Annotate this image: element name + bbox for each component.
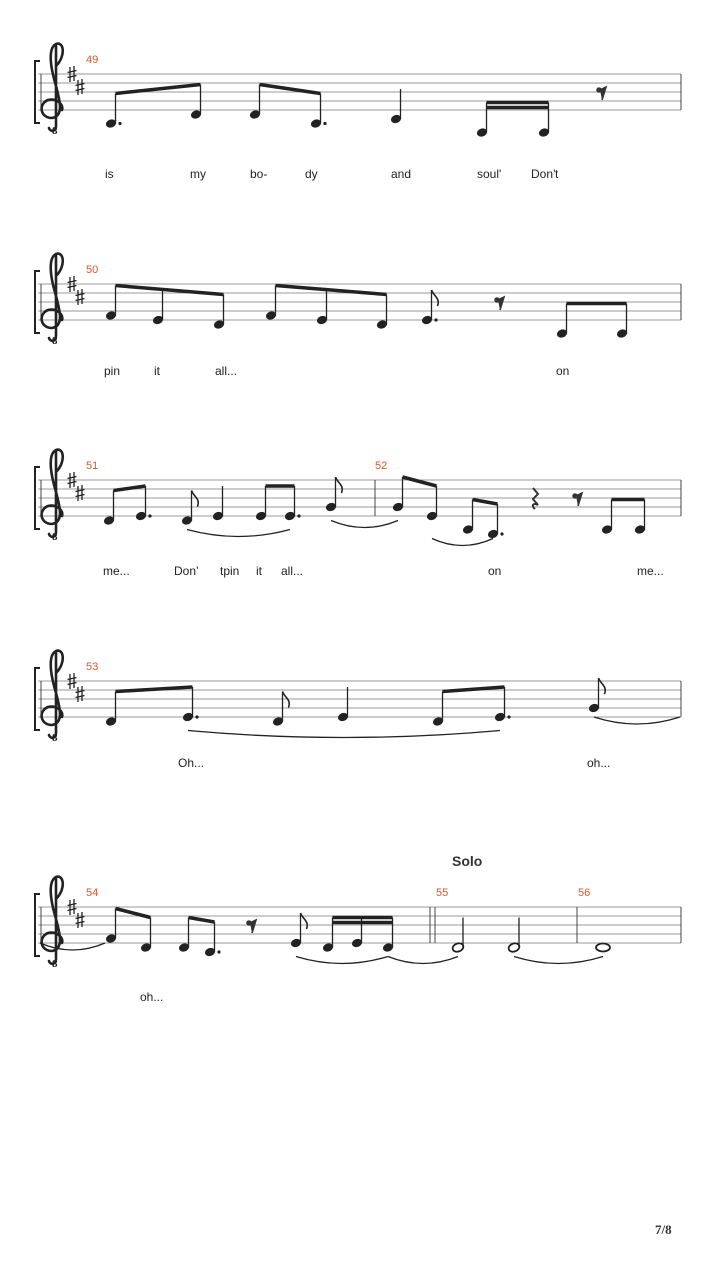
tie-slur [188, 731, 500, 738]
sharp-icon [76, 686, 85, 702]
eighth-rest-icon [495, 297, 504, 310]
sharp-icon [76, 79, 85, 95]
treble-clef-icon [42, 254, 63, 341]
measure-number: 54 [86, 887, 99, 899]
clef-octave-mark: 8 [52, 531, 58, 543]
lyric-syllable: all... [281, 564, 304, 578]
tie-slur [40, 943, 105, 950]
treble-clef-icon [42, 44, 63, 131]
eighth-rest-icon [597, 87, 606, 100]
dot [500, 532, 503, 535]
measure-number: 51 [86, 460, 99, 472]
staff-system-2 [35, 254, 681, 341]
dot [297, 514, 300, 517]
measure-number: 49 [86, 54, 99, 66]
measure-number: 52 [375, 460, 388, 472]
dot [148, 514, 151, 517]
eighth-rest-icon [573, 493, 582, 506]
dot [434, 318, 437, 321]
note-flag [432, 290, 439, 306]
lyric-syllable: is [105, 167, 114, 181]
lyric-syllable: me... [637, 564, 664, 578]
page-number: 7/8 [655, 1222, 672, 1237]
lyric-syllable: Don’ [531, 167, 556, 181]
tie-slur [331, 521, 398, 528]
lyric-syllable: t [555, 167, 559, 181]
staff-system-4 [35, 651, 681, 738]
eighth-rest-icon [247, 920, 256, 933]
staff-system-3 [35, 450, 681, 546]
note-flag [301, 913, 308, 929]
clef-octave-mark: 8 [52, 958, 58, 970]
lyric-syllable: oh... [587, 756, 611, 770]
treble-clef-icon [42, 877, 63, 964]
sharp-icon [76, 485, 85, 501]
tie-slur [514, 957, 603, 964]
dot [195, 715, 198, 718]
clef-octave-mark: 8 [52, 125, 58, 137]
treble-clef-icon [42, 450, 63, 537]
dot [217, 950, 220, 953]
lyric-syllable: on [556, 364, 570, 378]
lyric-syllable: it [154, 364, 160, 378]
measure-number: 53 [86, 661, 99, 673]
tie-slur [388, 957, 458, 964]
treble-clef-icon [42, 651, 63, 738]
lyric-syllable: all... [215, 364, 238, 378]
dot [323, 122, 326, 125]
beam [114, 486, 146, 491]
beam [403, 477, 437, 486]
dot [507, 715, 510, 718]
lyric-syllable: and [391, 167, 412, 181]
lyric-syllable: me... [103, 564, 130, 578]
tie-slur [187, 530, 290, 537]
lyric-syllable: Don’ [174, 564, 199, 578]
lyric-syllable: tpin [220, 564, 240, 578]
note-flag [599, 678, 606, 694]
sharp-icon [76, 912, 85, 928]
beam [116, 687, 193, 692]
measure-number: 50 [86, 264, 99, 276]
staff-system-1 [35, 44, 681, 138]
dot [118, 122, 121, 125]
clef-octave-mark: 8 [52, 335, 58, 347]
lyric-syllable: pin [104, 364, 121, 378]
beam [473, 500, 498, 505]
lyric-syllable: soul' [477, 167, 502, 181]
tie-slur [432, 539, 493, 546]
lyric-syllable: Oh... [178, 756, 205, 770]
lyric-syllable: on [488, 564, 502, 578]
lyric-syllable: bo- [250, 167, 268, 181]
lyric-syllable: oh... [140, 990, 164, 1004]
beam [189, 918, 215, 923]
beam [443, 687, 505, 692]
section-label: Solo [452, 853, 483, 869]
tie-slur [296, 957, 388, 964]
tie-slur [594, 717, 680, 724]
lyric-syllable: dy [305, 167, 318, 181]
whole-note [596, 944, 610, 952]
measure-number: 55 [436, 887, 449, 899]
sharp-icon [76, 289, 85, 305]
note-flag [336, 477, 343, 493]
measure-number: 56 [578, 887, 591, 899]
clef-octave-mark: 8 [52, 732, 58, 744]
lyric-syllable: my [190, 167, 206, 181]
lyric-syllable: it [256, 564, 262, 578]
